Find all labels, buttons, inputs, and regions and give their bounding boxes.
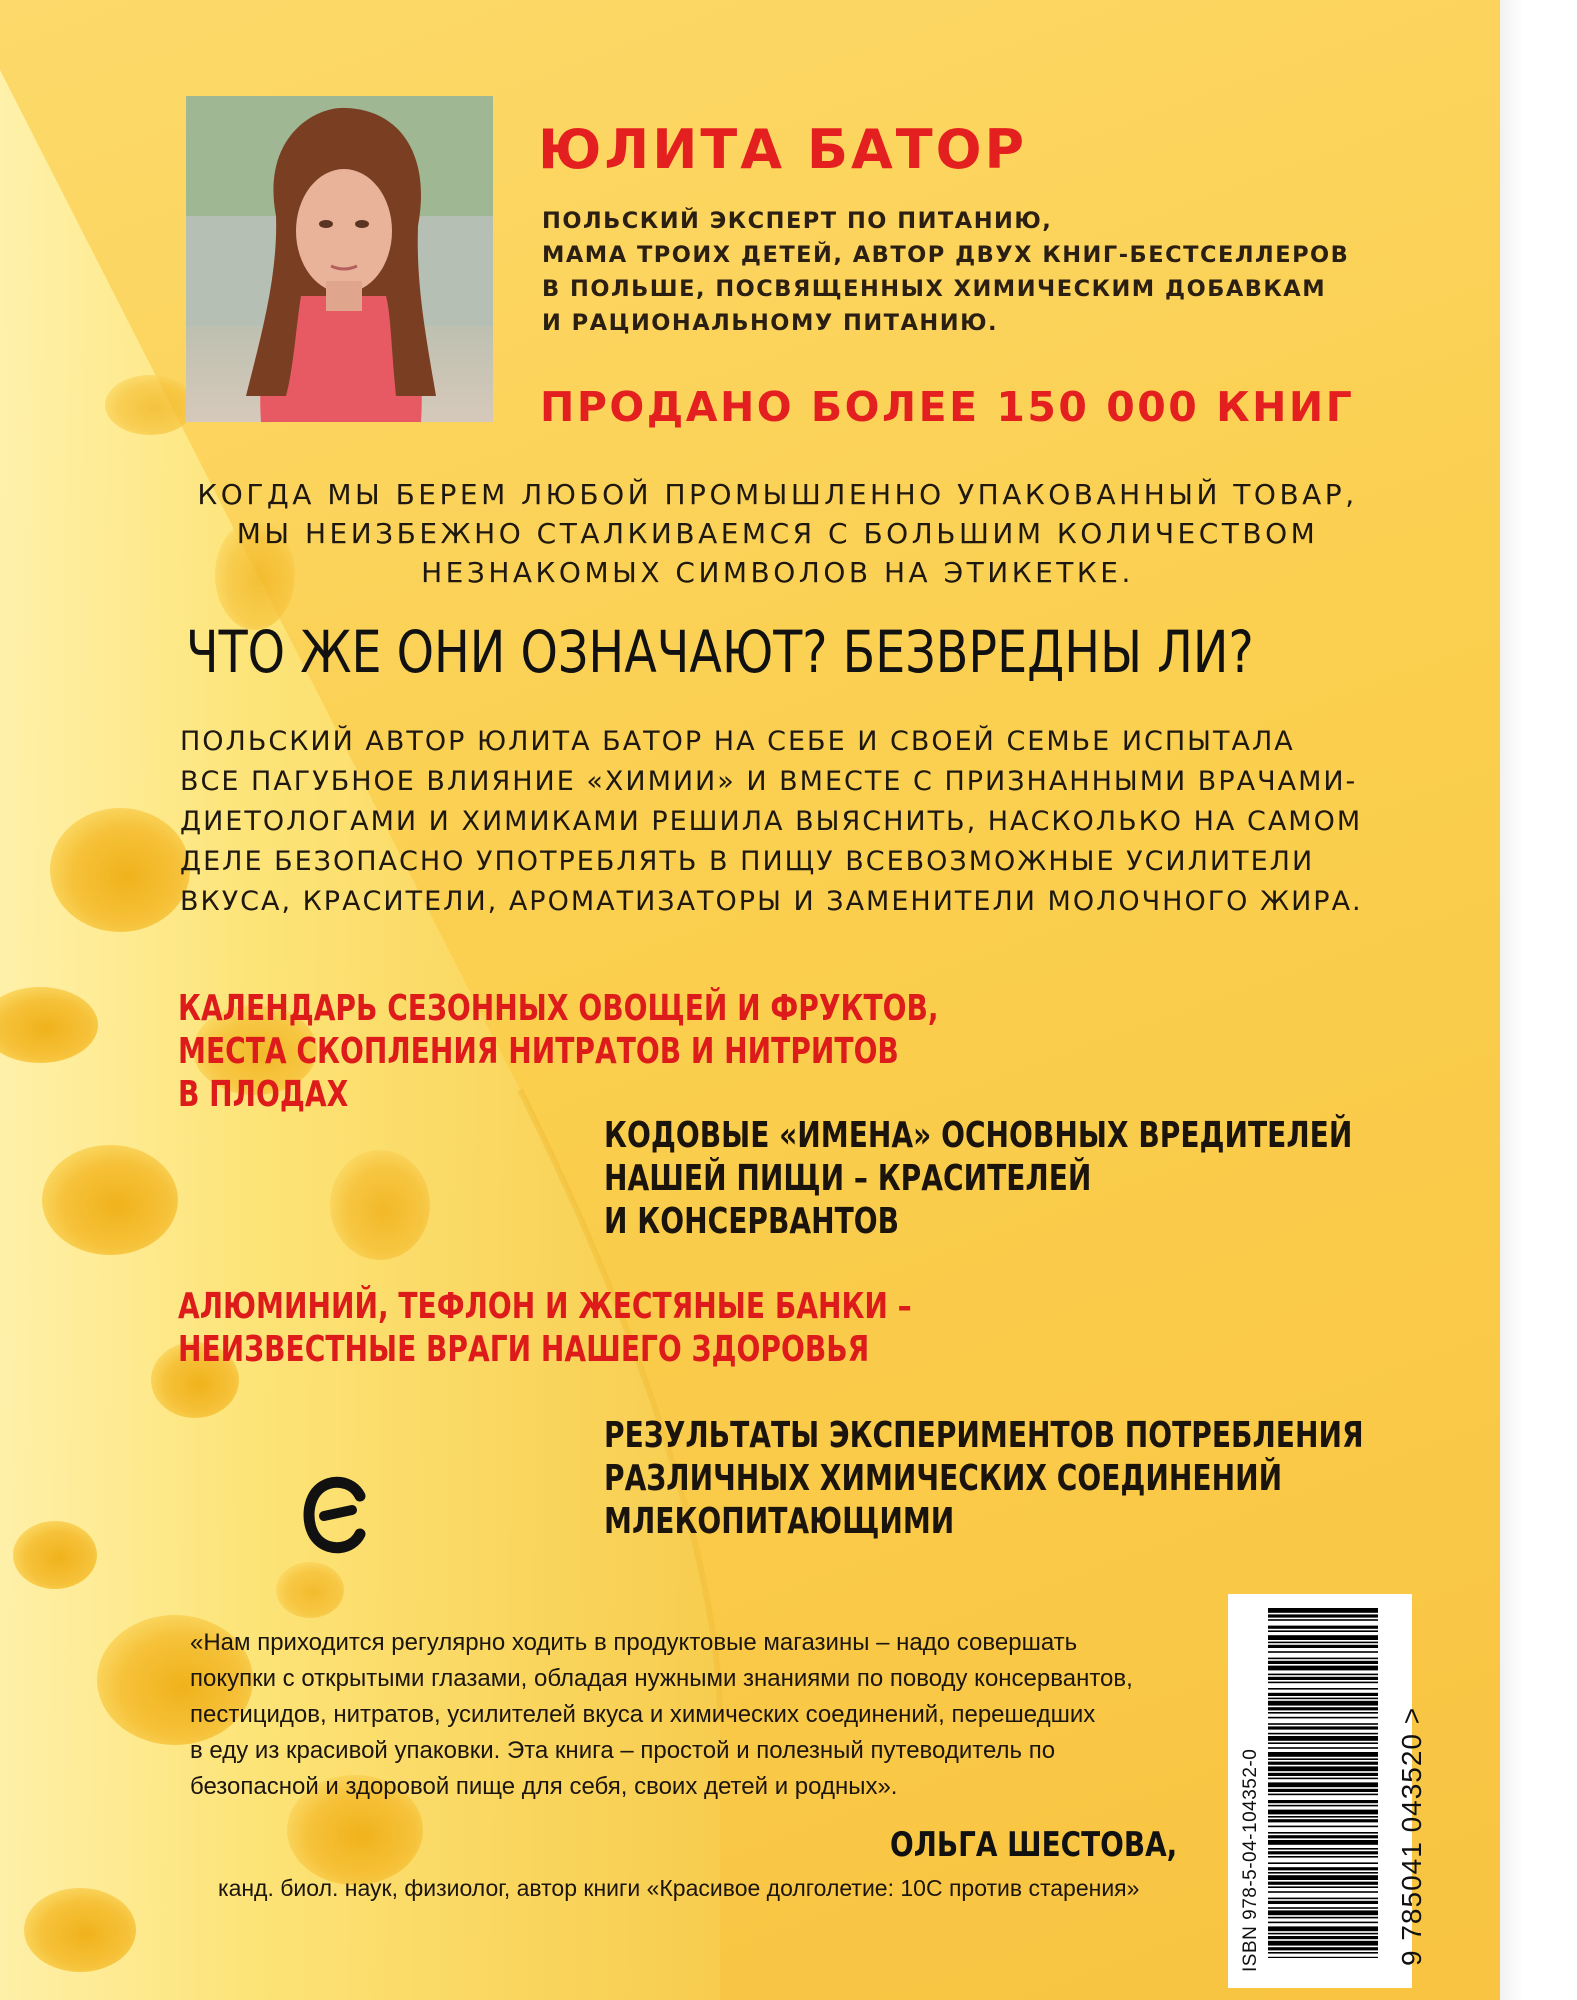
barcode-bar [1268,1742,1378,1744]
barcode-bar [1268,1701,1378,1706]
barcode-bar [1268,1666,1378,1671]
barcode-digits: 9 785041 043520 > [1396,1706,1427,1966]
barcode-bar [1268,1856,1378,1858]
barcode-bar [1268,1933,1378,1935]
barcode-image [1268,1608,1378,1958]
barcode-bar [1268,1867,1378,1870]
barcode-bar [1268,1733,1378,1735]
barcode-bar [1268,1851,1378,1854]
barcode-bar [1268,1922,1378,1924]
barcode-bar [1268,1651,1378,1653]
intro-line: МЫ НЕИЗБЕЖНО СТАЛКИВАЕМСЯ С БОЛЬШИМ КОЛИЧЕСТВОМ [236,517,1319,550]
author-bio-line: ПОЛЬСКИЙ ЭКСПЕРТ ПО ПИТАНИЮ, [542,208,1053,234]
description-paragraph [180,722,1400,922]
barcode-bar [1268,1901,1378,1904]
barcode-bar [1268,1862,1378,1864]
intro-line: НЕЗНАКОМЫХ СИМВОЛОВ НА ЭТИКЕТКЕ. [421,556,1134,589]
feature-line: НЕИЗВЕСТНЫЕ ВРАГИ НАШЕГО ЗДОРОВЬЯ [178,1329,870,1370]
barcode-bar [1268,1762,1378,1765]
quote-author: ОЛЬГА ШЕСТОВА, [890,1825,1178,1865]
barcode-bar [1268,1910,1378,1915]
description-line: ПОЛЬСКИЙ АВТОР ЮЛИТА БАТОР НА СЕБЕ И СВОЕЙ СЕМЬЕ ИСПЫТАЛА [180,726,1295,757]
barcode-bar [1268,1782,1378,1787]
barcode-bar [1268,1957,1378,1958]
description-line: ВСЕ ПАГУБНОЕ ВЛИЯНИЕ «ХИМИИ» И ВМЕСТЕ С ПРИЗНАННЫМИ ВРАЧАМИ- [180,766,1358,797]
barcode-bar [1268,1840,1378,1845]
barcode-bar [1268,1891,1378,1893]
barcode-bar [1268,1608,1378,1613]
feature-seasonal-calendar [178,987,939,1116]
feature-hidden-enemies [178,1285,912,1371]
barcode-bar [1268,1707,1378,1710]
question-headline: ЧТО ЖЕ ОНИ ОЗНАЧАЮТ? БЕЗВРЕДНЫ ЛИ? [186,618,1254,686]
barcode-bar [1268,1917,1378,1919]
feature-line: РЕЗУЛЬТАТЫ ЭКСПЕРИМЕНТОВ ПОТРЕБЛЕНИЯ [604,1415,1364,1456]
page-edge [1500,0,1577,2000]
barcode-bar [1268,1698,1378,1700]
barcode-bar [1268,1674,1378,1676]
testimonial-quote [190,1625,1180,1805]
barcode-bar [1268,1642,1378,1644]
barcode-bar [1268,1717,1378,1719]
feature-experiments [604,1414,1364,1543]
quote-line: пестицидов, нитратов, усилителей вкуса и химических соединений, перешедших [190,1701,1096,1728]
intro-line: КОГДА МЫ БЕРЕМ ЛЮБОЙ ПРОМЫШЛЕННО УПАКОВАННЫЙ ТОВАР, [197,478,1358,511]
barcode-bar [1268,1614,1378,1617]
barcode-bar [1268,1747,1378,1749]
barcode-bar [1268,1898,1378,1900]
barcode-bar [1268,1941,1378,1946]
barcode-bar [1268,1907,1378,1909]
barcode-bar [1268,1658,1378,1660]
sales-headline: ПРОДАНО БОЛЕЕ 150 000 КНИГ [540,383,1355,431]
barcode-bar [1268,1936,1378,1939]
barcode-bar [1268,1789,1378,1792]
barcode-bar [1268,1677,1378,1680]
publisher-logo-icon [302,1470,374,1560]
barcode-bar [1268,1766,1378,1771]
barcode-bar [1268,1882,1378,1885]
author-bio-line: В ПОЛЬШЕ, ПОСВЯЩЕННЫХ ХИМИЧЕСКИМ ДОБАВКАМ [542,276,1327,302]
barcode-bar [1268,1816,1378,1818]
barcode-bar [1268,1758,1378,1760]
barcode-bar [1268,1826,1378,1828]
description-line: ВКУСА, КРАСИТЕЛИ, АРОМАТИЗАТОРЫ И ЗАМЕНИТЕЛИ МОЛОЧНОГО ЖИРА. [180,886,1363,917]
quote-line: «Нам приходится регулярно ходить в продуктовые магазины – надо совершать [190,1629,1078,1656]
barcode-bar [1268,1682,1378,1684]
barcode-bar [1268,1886,1378,1888]
barcode-bar [1268,1800,1378,1803]
author-bio [542,204,1362,340]
description-line: ДЕЛЕ БЕЗОПАСНО УПОТРЕБЛЯТЬ В ПИЩУ ВСЕВОЗМОЖНЫЕ УСИЛИТЕЛИ [180,846,1315,877]
barcode-bar [1268,1726,1378,1729]
barcode-bar [1268,1848,1378,1850]
feature-line: В ПЛОДАХ [178,1074,349,1115]
barcode-bar [1268,1688,1378,1690]
feature-code-names [604,1114,1352,1243]
feature-line: МЛЕКОПИТАЮЩИМИ [604,1501,955,1542]
barcode-bar [1268,1619,1378,1621]
barcode-bar [1268,1832,1378,1834]
feature-line: И КОНСЕРВАНТОВ [604,1201,900,1242]
barcode-bar [1268,1661,1378,1664]
author-photo [186,96,493,422]
barcode-bar [1268,1805,1378,1807]
feature-line: КОДОВЫЕ «ИМЕНА» ОСНОВНЫХ ВРЕДИТЕЛЕЙ [604,1115,1353,1156]
barcode-bar [1268,1875,1378,1880]
barcode-bar [1268,1635,1378,1640]
quote-line: покупки с открытыми глазами, обладая нужными знаниями по поводу консервантов, [190,1665,1133,1692]
barcode-bar [1268,1794,1378,1796]
barcode-bar [1268,1947,1378,1950]
author-name: ЮЛИТА БАТОР [538,118,1028,181]
barcode-bar [1268,1810,1378,1815]
author-bio-line: МАМА ТРОИХ ДЕТЕЙ, АВТОР ДВУХ КНИГ-БЕСТСЕЛЛЕРОВ [542,242,1350,268]
feature-line: АЛЮМИНИЙ, ТЕФЛОН И ЖЕСТЯНЫЕ БАНКИ – [178,1286,912,1327]
quote-author-credentials: канд. биол. наук, физиолог, автор книги «Красивое долголетие: 10С против старения» [218,1875,1140,1901]
barcode-bar [1268,1712,1378,1714]
feature-line: МЕСТА СКОПЛЕНИЯ НИТРАТОВ И НИТРИТОВ [178,1031,899,1072]
barcode-bar [1268,1693,1378,1696]
barcode-bar [1268,1630,1378,1632]
barcode-bar [1268,1645,1378,1648]
barcode-bar [1268,1736,1378,1741]
barcode-bar [1268,1872,1378,1874]
author-bio-line: И РАЦИОНАЛЬНОМУ ПИТАНИЮ. [542,310,999,336]
intro-paragraph [160,475,1395,592]
description-line: ДИЕТОЛОГАМИ И ХИМИКАМИ РЕШИЛА ВЫЯСНИТЬ, НАСКОЛЬКО НА САМОМ [180,806,1363,837]
feature-line: КАЛЕНДАРЬ СЕЗОННЫХ ОВОЩЕЙ И ФРУКТОВ, [178,988,939,1029]
barcode-bar [1268,1835,1378,1838]
barcode-bar [1268,1952,1378,1954]
quote-line: в еду из красивой упаковки. Эта книга – простой и полезный путеводитель по [190,1737,1056,1764]
barcode-bar [1268,1926,1378,1931]
quote-line: безопасной и здоровой пище для себя, своих детей и родных». [190,1773,898,1800]
feature-line: РАЗЛИЧНЫХ ХИМИЧЕСКИХ СОЕДИНЕНИЙ [604,1458,1283,1499]
barcode-bar [1268,1819,1378,1822]
barcode-bar [1268,1752,1378,1757]
barcode-bar [1268,1723,1378,1725]
feature-line: НАШЕЙ ПИЩИ – КРАСИТЕЛЕЙ [604,1158,1092,1199]
barcode-bar [1268,1773,1378,1776]
isbn-number: ISBN 978-5-04-104352-0 [1240,1748,1261,1972]
barcode-bar [1268,1626,1378,1629]
barcode-bar [1268,1778,1378,1780]
